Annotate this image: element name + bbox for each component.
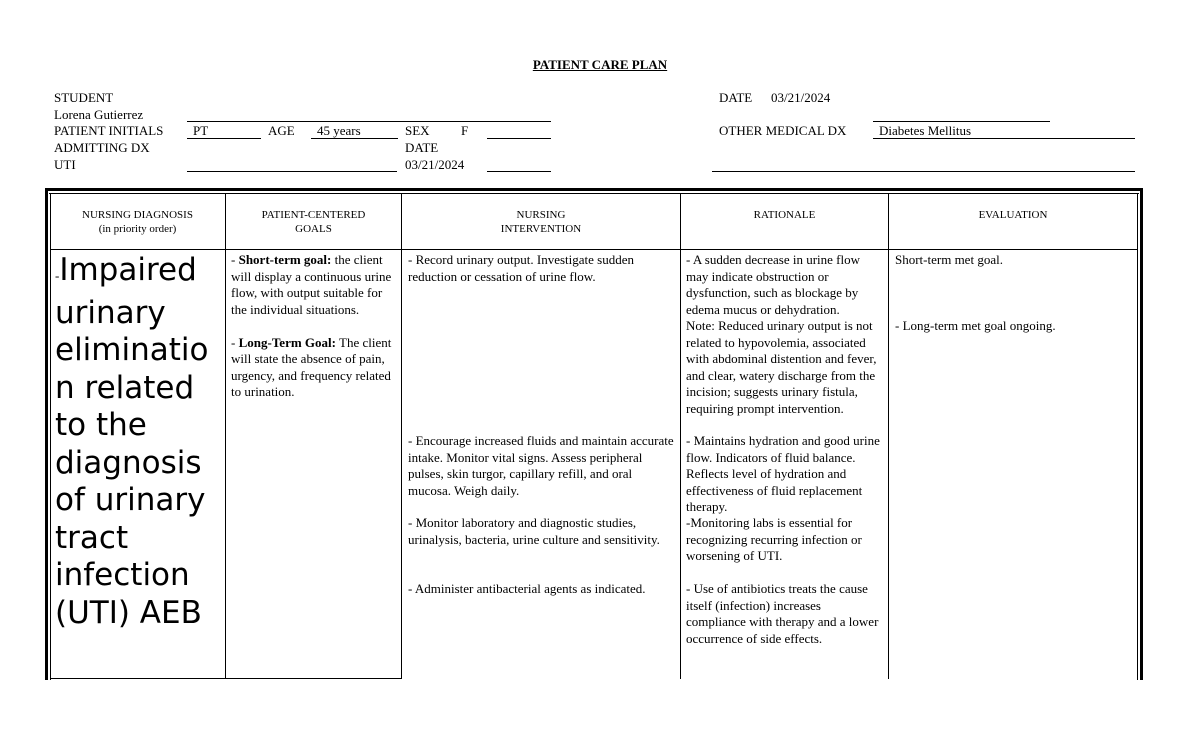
nursing-diagnosis-text xyxy=(55,252,221,632)
other-dx-label: OTHER MEDICAL DX xyxy=(719,123,847,138)
diagnosis-body: Impaired urinary eliminatio n related to the diagnosis of urinary tract infection (UTI) AEB xyxy=(55,252,209,631)
table-border-top-inner xyxy=(49,193,1139,194)
student-underline xyxy=(187,121,551,122)
age-underline xyxy=(311,138,398,139)
col-divider-2 xyxy=(401,193,402,679)
intervention-4: - Administer antibacterial agents as indicated. xyxy=(408,581,646,596)
right-underline xyxy=(712,171,1135,172)
date-label: DATE xyxy=(719,90,753,105)
page-title: PATIENT CARE PLAN xyxy=(532,57,668,72)
table-border-left-inner xyxy=(50,193,51,680)
header-rationale: RATIONALE xyxy=(753,209,816,221)
age-value: 45 years xyxy=(317,123,361,138)
col-divider-1 xyxy=(225,193,226,679)
sex-label: SEX xyxy=(405,123,430,138)
sex-value: F xyxy=(461,123,469,138)
col-divider-4 xyxy=(888,193,889,679)
admitting-dx-label: ADMITTING DX xyxy=(54,140,150,155)
diagnosis-dash: - xyxy=(55,268,60,283)
goals-cell xyxy=(231,252,396,401)
rationale-2: - Maintains hydration and good urine flow. Indicators of fluid balance. Reflects level of hydration and effectiveness of fluid replacement therapy. xyxy=(686,433,880,514)
other-dx-value: Diabetes Mellitus xyxy=(879,123,972,138)
date-underline xyxy=(873,121,1050,122)
evaluation-short-term: Short-term met goal. xyxy=(895,252,1003,267)
header-goals: PATIENT-CENTERED GOALS xyxy=(261,209,366,235)
intervention-1: - Record urinary output. Investigate sudden reduction or cessation of urine flow. xyxy=(408,252,634,284)
table-border-top xyxy=(45,188,1143,191)
patient-initials-value: PT xyxy=(193,123,209,138)
table-bottom-left xyxy=(50,678,402,679)
intervention-2: - Encourage increased fluids and maintain accurate intake. Monitor vital signs. Assess peripheral pulses, skin turgor, capillary refill, and oral mucosa. Weigh daily. xyxy=(408,433,674,498)
table-border-right-inner xyxy=(1137,193,1138,680)
table-border-left xyxy=(45,188,48,680)
rationale-4: - Use of antibiotics treats the cause itself (infection) increases compliance with therapy and a lower occurrence of side effects. xyxy=(686,581,879,646)
student-name: Lorena Gutierrez xyxy=(54,106,144,122)
other-dx-underline xyxy=(873,138,1135,139)
header-intervention: NURSING INTERVENTION xyxy=(500,209,582,235)
col-divider-3 xyxy=(680,193,681,679)
short-term-goal: - Short-term goal: the client will display a continuous urine flow, with output suitable for the individual situations. xyxy=(231,252,392,317)
evaluation-long-term: - Long-term met goal ongoing. xyxy=(895,318,1056,333)
admit-date-underline xyxy=(487,171,551,172)
table-border-right xyxy=(1140,188,1143,680)
table-header-divider xyxy=(50,249,1138,250)
admit-date-value: 03/21/2024 xyxy=(405,156,465,172)
sex-underline xyxy=(487,138,551,139)
admit-date-label: DATE xyxy=(405,140,439,155)
admitting-dx-underline xyxy=(187,171,397,172)
age-label: AGE xyxy=(268,123,295,138)
rationale-1: - A sudden decrease in urine flow may indicate obstruction or dysfunction, such as blockage by edema mucus or dehydration. xyxy=(686,252,861,317)
rationale-note: Note: Reduced urinary output is not related to hypovolemia, associated with abdominal distention and fever, and clear, watery discharge from the incision; suggests urinary fistula, requiring prompt intervention. xyxy=(686,318,877,416)
header-evaluation: EVALUATION xyxy=(978,209,1048,221)
patient-initials-label: PATIENT INITIALS xyxy=(54,123,164,138)
admitting-dx-value: UTI xyxy=(54,156,76,172)
date-value: 03/21/2024 xyxy=(771,90,831,105)
patient-initials-underline xyxy=(187,138,261,139)
header-nursing-diagnosis: NURSING DIAGNOSIS (in priority order) xyxy=(82,209,193,235)
rationale-3: -Monitoring labs is essential for recognizing recurring infection or worsening of UTI. xyxy=(686,515,862,563)
intervention-3: - Monitor laboratory and diagnostic studies, urinalysis, bacteria, urine culture and sensitivity. xyxy=(408,515,660,547)
long-term-goal: - Long-Term Goal: The client will state the absence of pain, urgency, and frequency related to urination. xyxy=(231,334,392,399)
student-label: STUDENT xyxy=(54,90,114,105)
